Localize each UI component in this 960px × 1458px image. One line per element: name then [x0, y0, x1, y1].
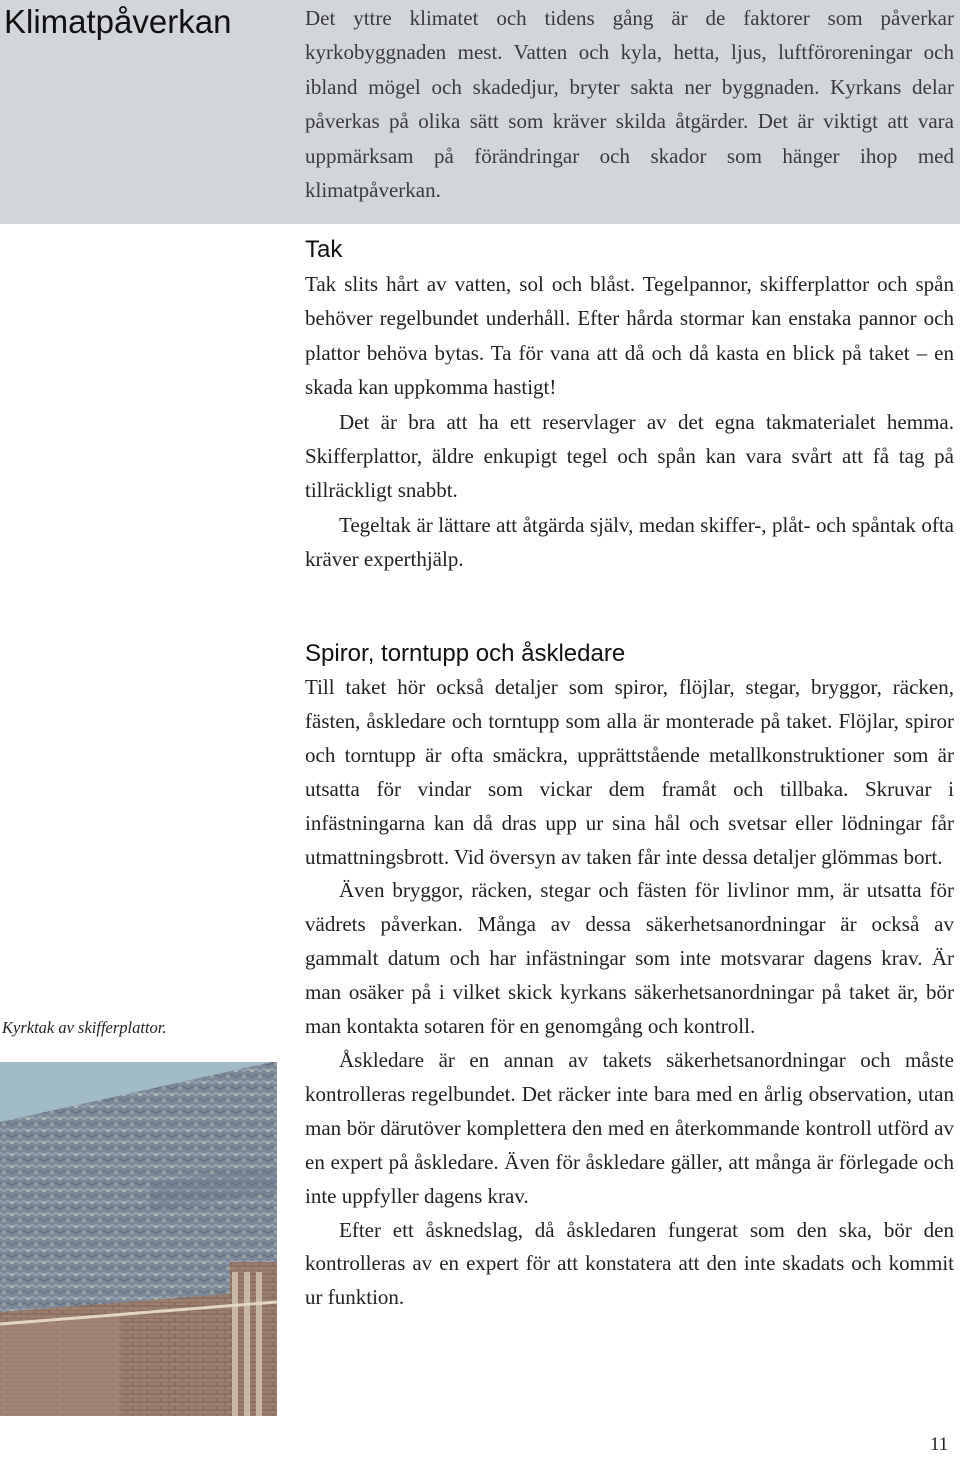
- section-heading-spiror: Spiror, torntupp och åskledare: [305, 640, 626, 667]
- paragraph: Det är bra att ha ett reservlager av det egna takmaterialet hemma. Skifferplattor, äldre enkupigt tegel och spån kan vara svårt att få tag på tillräckligt snabbt.: [305, 409, 954, 503]
- photo-caption: Kyrktak av skifferplattor.: [2, 1018, 167, 1037]
- sidebar-panel: [0, 0, 290, 224]
- chapter-title: Klimatpåverkan: [4, 3, 232, 40]
- intro-block: [305, 1, 954, 207]
- paragraph: Efter ett åsknedslag, då åskledaren fungerat som den ska, bör den kontrolleras av en expert för att konstatera att den inte skadats och kommit ur funktion.: [305, 1217, 954, 1310]
- intro-paragraph: Det yttre klimatet och tidens gång är de faktorer som påverkar kyrkobyggnaden mest. Vatten och kyla, hetta, ljus, luftföroreningar och ibland mögel och skadedjur, bryter sakta ner byggnaden. Kyrkans delar påverkas på olika sätt som kräver skilda åtgärder. Det är viktigt att vara uppmärksam på förändringar och skador som hänger ihop med klimatpåverkan.: [305, 6, 954, 203]
- section-tak: [305, 233, 954, 577]
- paragraph: Till taket hör också detaljer som spiror, flöjlar, stegar, bryggor, räcken, fästen, åskledare och torntupp som alla är monterade på taket. Flöjlar, spiror och torntupp är ofta smäckra, upprättstående metallkonstruktioner som är utsatta för vindar som vickar dem framåt och tillbaka. Skruvar i infästningarna kan då dras upp ur sina hål och svetsar eller lödningar får utmattningsbrott. Vid översyn av taken får inte dessa detaljer glömmas bort.: [305, 675, 954, 869]
- page-number: 11: [930, 1434, 949, 1455]
- paragraph: Tak slits hårt av vatten, sol och blåst. Tegelpannor, skifferplattor och spån behöver regelbundet underhåll. Efter hårda stormar kan enstaka pannor och plattor behöva bytas. Ta för vana att då och då kasta en blick på taket – en skada kan uppkomma hastigt!: [305, 272, 954, 400]
- paragraph: Tegeltak är lättare att åtgärda själv, medan skiffer-, plåt- och spåntak ofta kräver experthjälp.: [305, 512, 954, 572]
- paragraph: Åskledare är en annan av takets säkerhetsanordningar och måste kontrolleras regelbundet. Det räcker inte bara med en årlig observation, utan man bör därutöver komplettera den med en återkommande kontroll utförd av en expert på åskledare. Även för åskledare gäller, att många är förlegade och inte uppfyller dagens krav.: [305, 1047, 954, 1208]
- church-roof-photo: [0, 1062, 277, 1416]
- section-spiror: [305, 637, 954, 1315]
- paragraph: Även bryggor, räcken, stegar och fästen för livlinor mm, är utsatta för vädrets påverkan. Många av dessa säkerhetsanordningar är också av gammalt datum och har infästningar som inte motsvarar dagens krav. Är man osäker på i vilket skick kyrkans säkerhetsanordningar på taket är, bör man kontakta sotaren för en genomgång och kontroll.: [305, 878, 954, 1039]
- section-heading-tak: Tak: [305, 236, 343, 263]
